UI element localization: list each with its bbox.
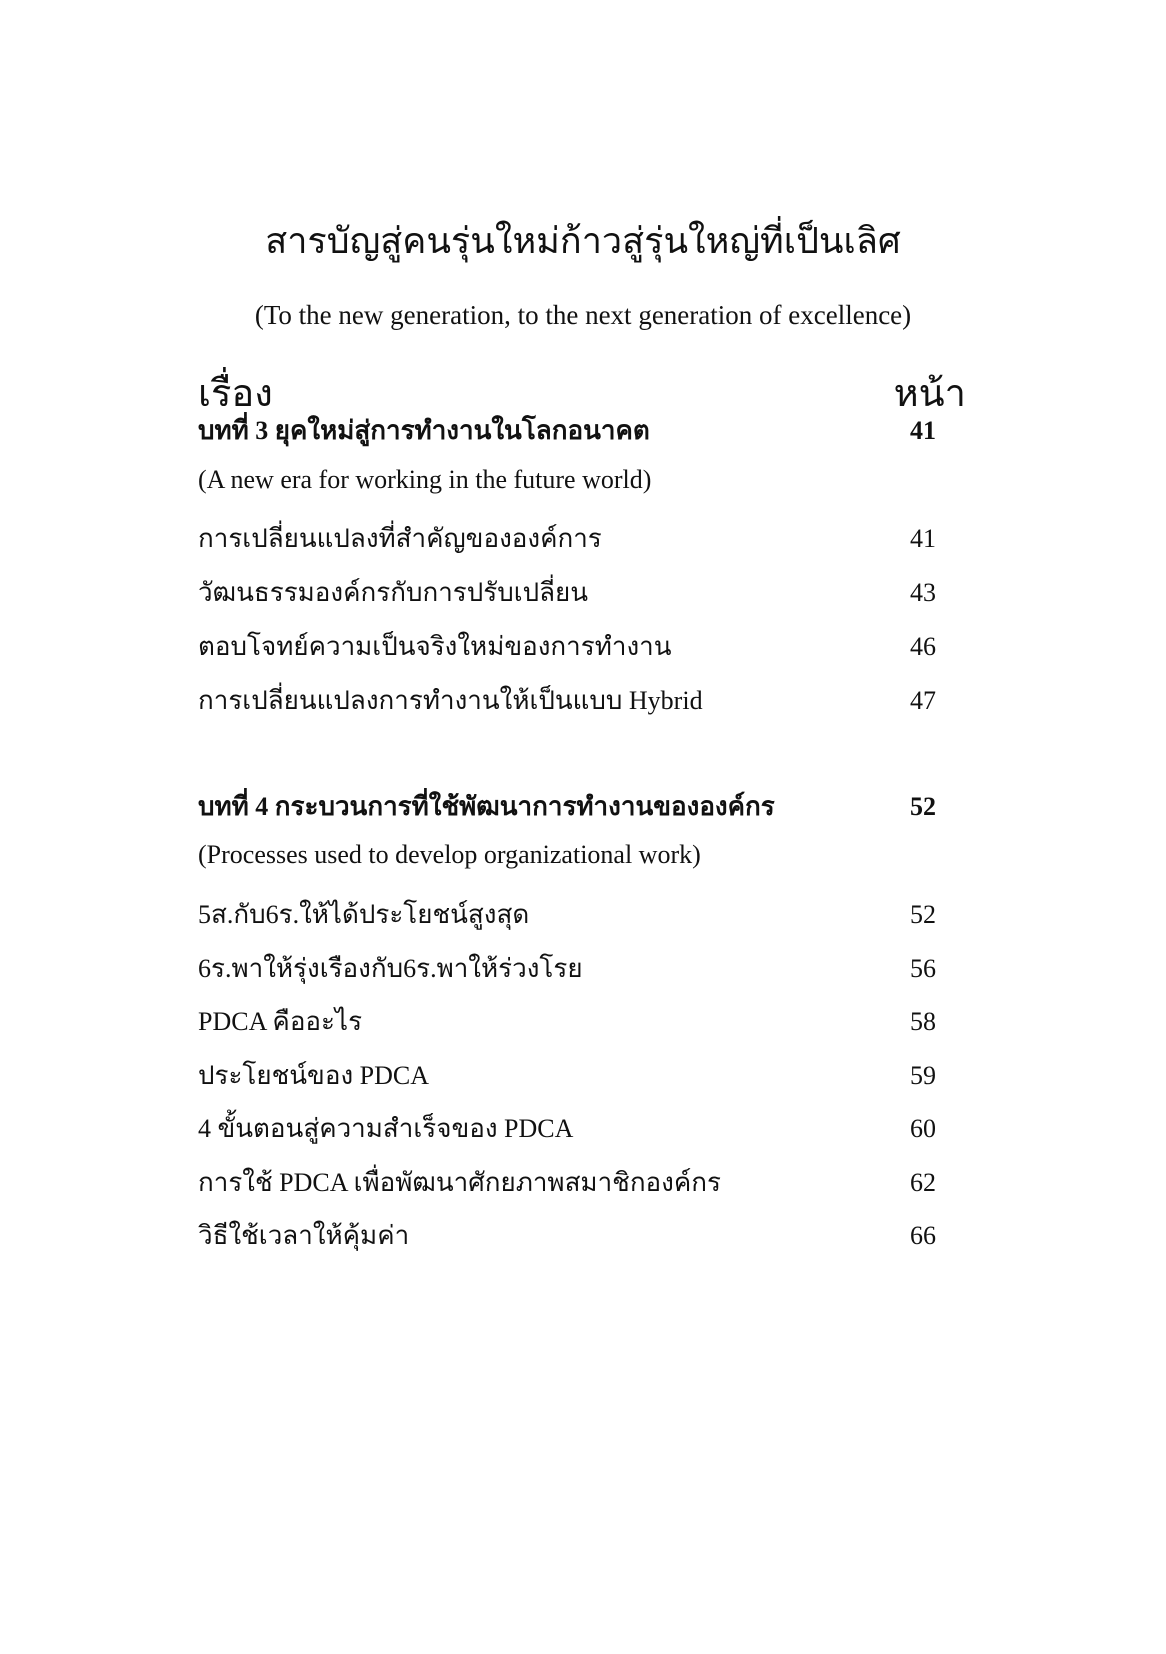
toc-entry-page: 58 (910, 1007, 936, 1036)
page-subtitle: (To the new generation, to the next generation of excellence) (254, 300, 912, 330)
toc-entry-chapter-3-english (198, 465, 936, 505)
toc-entry (198, 1215, 936, 1255)
toc-entry (198, 1055, 936, 1095)
toc-entry-text: (A new era for working in the future world) (198, 465, 652, 494)
toc-entry (198, 680, 936, 720)
toc-entry-chapter-4 (198, 786, 936, 826)
toc-entry-page: 43 (910, 578, 936, 607)
topic-column-header: เรื่อง (198, 373, 273, 415)
toc-entry-page: 41 (910, 416, 936, 445)
toc-entry-text: วัฒนธรรมองค์กรกับการปรับเปลี่ยน (198, 578, 589, 607)
toc-entry-page: 47 (910, 686, 936, 715)
toc-entry-chapter-3 (198, 410, 936, 450)
toc-entry-page: 59 (910, 1061, 936, 1090)
toc-entry (198, 894, 936, 934)
toc-entry-text: ประโยชน์ของ PDCA (198, 1061, 429, 1090)
toc-entry-chapter-4-english (198, 840, 936, 880)
toc-entry-text: การเปลี่ยนแปลงการทำงานให้เป็นแบบ Hybrid (198, 686, 703, 715)
toc-entry-text: 6ร.พาให้รุ่งเรืองกับ6ร.พาให้ร่วงโรย (198, 954, 583, 983)
toc-entry-page: 56 (910, 954, 936, 983)
toc-entry-text: ตอบโจทย์ความเป็นจริงใหม่ของการทำงาน (198, 632, 672, 661)
toc-entry (198, 948, 936, 988)
toc-entry (198, 1001, 936, 1041)
toc-entry-page: 46 (910, 632, 936, 661)
page-column-header: หน้า (893, 373, 966, 415)
toc-entry-text: (Processes used to develop organizational work) (198, 840, 701, 869)
toc-entry-text: บทที่ 3 ยุคใหม่สู่การทำงานในโลกอนาคต (198, 416, 650, 445)
toc-entry (198, 1108, 936, 1148)
toc-entry-text: การใช้ PDCA เพื่อพัฒนาศักยภาพสมาชิกองค์กร (198, 1168, 721, 1197)
toc-entry-text: บทที่ 4 กระบวนการที่ใช้พัฒนาการทำงานขององค์กร (198, 792, 775, 821)
toc-entry-page: 60 (910, 1114, 936, 1143)
toc-entry (198, 518, 936, 558)
toc-entry-page: 66 (910, 1221, 936, 1250)
toc-entry-page: 52 (910, 900, 936, 929)
toc-entry-text: PDCA คืออะไร (198, 1007, 363, 1036)
toc-entry (198, 1162, 936, 1202)
toc-entry (198, 626, 936, 666)
toc-entry-page: 62 (910, 1168, 936, 1197)
toc-entry-page: 41 (910, 524, 936, 553)
page-title: สารบัญสู่คนรุ่นใหม่ก้าวสู่รุ่นใหญ่ที่เป็นเลิศ (265, 221, 901, 261)
toc-entry-text: 4 ขั้นตอนสู่ความสำเร็จของ PDCA (198, 1114, 574, 1143)
toc-entry (198, 572, 936, 612)
toc-entry-page: 52 (910, 792, 936, 821)
toc-entry-text: 5ส.กับ6ร.ให้ได้ประโยชน์สูงสุด (198, 900, 530, 929)
toc-entry-text: วิธีใช้เวลาให้คุ้มค่า (198, 1221, 410, 1250)
toc-entry-text: การเปลี่ยนแปลงที่สำคัญขององค์การ (198, 524, 602, 553)
